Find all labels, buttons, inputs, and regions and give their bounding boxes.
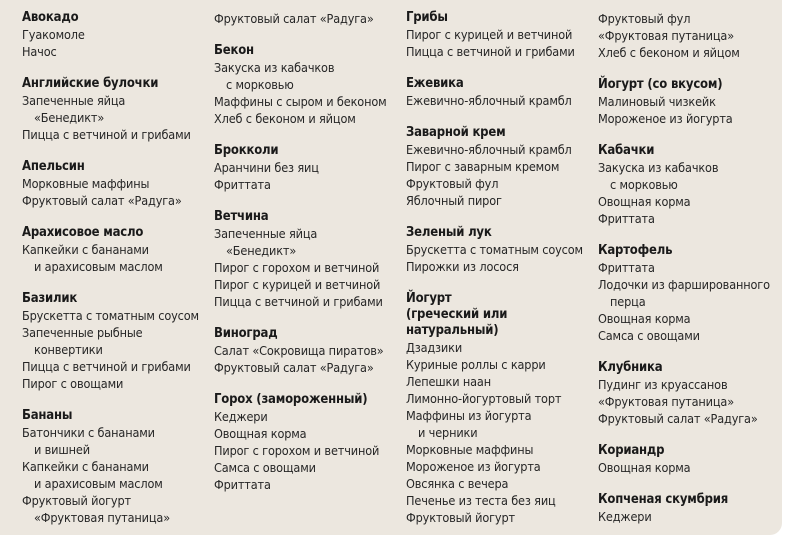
- ingredient-heading-line: Авокадо: [22, 10, 79, 25]
- recipe-item-line: Пирог с горохом и ветчиной: [214, 260, 380, 275]
- ingredient-heading: [598, 143, 780, 159]
- recipe-item-line: Фриттата: [598, 211, 655, 226]
- index-column-1: [22, 10, 208, 535]
- recipe-item: [406, 339, 592, 356]
- recipe-item: [598, 276, 780, 310]
- recipe-item: [214, 476, 400, 493]
- recipe-item: [22, 43, 208, 60]
- ingredient-heading: [22, 225, 208, 241]
- recipe-item-line: Овощная корма: [598, 311, 691, 326]
- recipe-item-line: Маффины из йогурта: [406, 408, 532, 423]
- recipe-item: [214, 276, 400, 293]
- index-entry: [214, 209, 400, 310]
- recipe-item-line: Фруктовый фул: [406, 176, 499, 191]
- ingredient-heading-line: (греческий или: [406, 307, 508, 322]
- recipe-item: [22, 424, 208, 458]
- ingredient-heading-line: Ежевика: [406, 76, 464, 91]
- recipe-item: [22, 324, 208, 358]
- recipe-item-line: Фруктовый салат «Радуга»: [214, 11, 374, 26]
- recipe-item: [214, 59, 400, 93]
- recipe-item-line: Пирог с овощами: [22, 376, 124, 391]
- recipe-item: [214, 342, 400, 359]
- ingredient-heading-line: Кориандр: [598, 443, 665, 458]
- recipe-item-line: Ежевично-яблочный крамбл: [406, 93, 572, 108]
- ingredient-heading: [406, 291, 592, 339]
- ingredient-heading-line: Апельсин: [22, 159, 85, 174]
- recipe-item-line: Лимонно-йогуртовый торт: [406, 391, 562, 406]
- index-column-4: [598, 10, 780, 535]
- recipe-item-line: Хлеб с беконом и яйцом: [214, 111, 356, 126]
- index-entry: [22, 225, 208, 275]
- recipe-item: [598, 27, 780, 44]
- ingredient-heading-line: Ветчина: [214, 209, 269, 224]
- recipe-item-line: «Фруктовая путаница»: [598, 394, 734, 409]
- ingredient-heading: [598, 492, 780, 508]
- recipe-item-line: Ежевично-яблочный крамбл: [406, 142, 572, 157]
- recipe-item: [22, 307, 208, 324]
- ingredient-heading: [214, 209, 400, 225]
- index-entry: [22, 159, 208, 209]
- index-entry: [598, 143, 780, 227]
- recipe-item: [406, 141, 592, 158]
- recipe-item-line: Капкейки с бананами: [22, 459, 149, 474]
- recipe-item: [214, 359, 400, 376]
- recipe-item-line: Пицца с ветчиной и грибами: [406, 44, 575, 59]
- recipe-item: [406, 175, 592, 192]
- ingredient-heading-line: Йогурт (со вкусом): [598, 77, 723, 92]
- ingredient-heading-line: Картофель: [598, 243, 673, 258]
- recipe-item-line: Пирог с заварным кремом: [406, 159, 560, 174]
- recipe-item-continuation: и арахисовым маслом: [34, 259, 163, 274]
- ingredient-heading: [22, 76, 208, 92]
- recipe-item: [598, 376, 780, 393]
- recipe-item-line: Морковные маффины: [22, 176, 150, 191]
- index-entry: [406, 10, 592, 60]
- recipe-item: [406, 192, 592, 209]
- recipe-item-line: Лодочки из фаршированного: [598, 277, 770, 292]
- recipe-item-line: Фруктовый йогурт: [406, 510, 515, 525]
- recipe-item-line: Пирожки из лосося: [406, 259, 519, 274]
- recipe-item-continuation: конвертики: [34, 342, 103, 357]
- recipe-item: [406, 43, 592, 60]
- ingredient-heading: [214, 326, 400, 342]
- recipe-item-line: Пирог с курицей и ветчиной: [406, 27, 573, 42]
- recipe-item: [214, 425, 400, 442]
- recipe-item-line: Мороженое из йогурта: [598, 111, 733, 126]
- ingredient-heading-line: Йогурт: [406, 291, 452, 306]
- recipe-item-continuation: «Бенедикт»: [226, 243, 297, 258]
- recipe-item: [406, 509, 592, 526]
- index-entry: [214, 326, 400, 376]
- recipe-item-line: Батончики с бананами: [22, 425, 155, 440]
- recipe-item: [214, 459, 400, 476]
- ingredient-heading-line: Виноград: [214, 326, 278, 341]
- index-entry: [406, 225, 592, 275]
- recipe-item-line: Закуска из кабачков: [598, 160, 719, 175]
- recipe-item: [598, 310, 780, 327]
- recipe-item: [214, 225, 400, 259]
- index-entry: [22, 10, 208, 60]
- recipe-item-continuation: и арахисовым маслом: [34, 476, 163, 491]
- recipe-item-continuation: и вишней: [34, 442, 90, 457]
- ingredient-heading: [598, 360, 780, 376]
- index-entry: [406, 76, 592, 109]
- recipe-item-line: Овсянка с вечера: [406, 476, 509, 491]
- ingredient-heading-line: Брокколи: [214, 143, 279, 158]
- ingredient-heading: [598, 243, 780, 259]
- recipe-item: [598, 159, 780, 193]
- ingredient-heading: [214, 392, 400, 408]
- recipe-item: [406, 373, 592, 390]
- recipe-item: [598, 93, 780, 110]
- recipe-item: [406, 390, 592, 407]
- ingredient-heading: [406, 76, 592, 92]
- recipe-item: [406, 158, 592, 175]
- recipe-item: [214, 159, 400, 176]
- recipe-item: [214, 442, 400, 459]
- recipe-item: [214, 93, 400, 110]
- recipe-item: [598, 193, 780, 210]
- ingredient-heading-line: Грибы: [406, 10, 448, 25]
- recipe-item-line: Фриттата: [214, 177, 271, 192]
- recipe-item-line: Фруктовый йогурт: [22, 493, 131, 508]
- recipe-item-line: Овощная корма: [214, 426, 307, 441]
- recipe-item: [406, 475, 592, 492]
- index-entry: [406, 125, 592, 209]
- recipe-item: [214, 176, 400, 193]
- recipe-item: [406, 241, 592, 258]
- recipe-item: [598, 259, 780, 276]
- index-entry: [598, 243, 780, 344]
- recipe-item: [598, 327, 780, 344]
- ingredient-heading-line: Зеленый лук: [406, 225, 492, 240]
- index-entry: [598, 443, 780, 476]
- recipe-item: [214, 259, 400, 276]
- recipe-item-continuation: перца: [610, 294, 646, 309]
- recipe-item: [22, 241, 208, 275]
- ingredient-heading: [406, 225, 592, 241]
- recipe-item-line: Малиновый чизкейк: [598, 94, 716, 109]
- recipe-item: [598, 410, 780, 427]
- index-entry: [214, 10, 400, 27]
- recipe-item: [598, 210, 780, 227]
- recipe-item-line: Пирог с горохом и ветчиной: [214, 443, 380, 458]
- index-column-2: [214, 10, 400, 509]
- recipe-item: [406, 492, 592, 509]
- index-column-3: [406, 10, 592, 535]
- ingredient-heading-line: Бананы: [22, 408, 73, 423]
- recipe-item: [406, 441, 592, 458]
- ingredient-heading: [22, 408, 208, 424]
- recipe-item-line: Куриные роллы с карри: [406, 357, 546, 372]
- index-entry: [22, 408, 208, 526]
- recipe-item-line: Самса с овощами: [214, 460, 316, 475]
- index-entry: [598, 10, 780, 61]
- ingredient-heading-line: Копченая скумбрия: [598, 492, 729, 507]
- recipe-item-line: Фруктовый салат «Радуга»: [22, 193, 182, 208]
- recipe-item-continuation: «Бенедикт»: [34, 110, 105, 125]
- recipe-item-line: Салат «Сокровища пиратов»: [214, 343, 384, 358]
- recipe-item: [598, 393, 780, 410]
- recipe-item-line: Фруктовый салат «Радуга»: [598, 411, 758, 426]
- recipe-item: [598, 508, 780, 525]
- recipe-item: [22, 26, 208, 43]
- recipe-item: [598, 10, 780, 27]
- index-entry: [598, 77, 780, 127]
- recipe-item-line: Кеджери: [598, 509, 652, 524]
- recipe-item-line: Пирог с курицей и ветчиной: [214, 277, 381, 292]
- recipe-item-line: Морковные маффины: [406, 442, 534, 457]
- recipe-item-continuation: с морковью: [226, 77, 294, 92]
- recipe-item: [22, 126, 208, 143]
- recipe-item-line: Пицца с ветчиной и грибами: [22, 359, 191, 374]
- recipe-item-line: Пудинг из круассанов: [598, 377, 728, 392]
- index-entry: [598, 360, 780, 427]
- recipe-item: [22, 192, 208, 209]
- recipe-item-line: Фруктовый салат «Радуга»: [214, 360, 374, 375]
- index-entry: [214, 143, 400, 193]
- ingredient-heading-line: Базилик: [22, 291, 78, 306]
- recipe-item-line: Начос: [22, 44, 57, 59]
- ingredient-heading: [406, 125, 592, 141]
- recipe-item-line: Лепешки наан: [406, 374, 491, 389]
- recipe-item-line: Фруктовый фул: [598, 11, 691, 26]
- ingredient-heading: [598, 443, 780, 459]
- recipe-item: [214, 110, 400, 127]
- recipe-item-continuation: и черники: [418, 425, 478, 440]
- recipe-item-line: «Фруктовая путаница»: [598, 28, 734, 43]
- recipe-item-line: Овощная корма: [598, 460, 691, 475]
- recipe-item-line: Маффины с сыром и беконом: [214, 94, 387, 109]
- recipe-item-line: Гуакомоле: [22, 27, 85, 42]
- recipe-item-line: Пицца с ветчиной и грибами: [22, 127, 191, 142]
- recipe-item-line: Овощная корма: [598, 194, 691, 209]
- recipe-item-line: Кеджери: [214, 409, 268, 424]
- recipe-item: [22, 375, 208, 392]
- recipe-item: [22, 175, 208, 192]
- recipe-item: [598, 110, 780, 127]
- index-entry: [214, 43, 400, 127]
- ingredient-heading: [214, 143, 400, 159]
- recipe-item: [214, 10, 400, 27]
- ingredient-heading-line: натуральный): [406, 323, 499, 338]
- recipe-item-line: Дзадзики: [406, 340, 463, 355]
- recipe-item-line: Закуска из кабачков: [214, 60, 335, 75]
- recipe-item: [22, 92, 208, 126]
- ingredient-heading-line: Кабачки: [598, 143, 655, 158]
- recipe-item-line: Брускетта с томатным соусом: [406, 242, 583, 257]
- recipe-item: [406, 258, 592, 275]
- recipe-item: [598, 459, 780, 476]
- recipe-item-line: Брускетта с томатным соусом: [22, 308, 199, 323]
- recipe-item: [406, 458, 592, 475]
- index-entry: [598, 492, 780, 525]
- ingredient-heading: [406, 10, 592, 26]
- recipe-item-line: Самса с овощами: [598, 328, 700, 343]
- recipe-item: [598, 44, 780, 61]
- recipe-item-line: Аранчини без яиц: [214, 160, 319, 175]
- ingredient-heading-line: Арахисовое масло: [22, 225, 144, 240]
- recipe-item-line: Капкейки с бананами: [22, 242, 149, 257]
- recipe-item: [22, 458, 208, 492]
- ingredient-heading-line: Бекон: [214, 43, 254, 58]
- ingredient-heading: [22, 10, 208, 26]
- ingredient-heading: [214, 43, 400, 59]
- recipe-item-continuation: с морковью: [610, 177, 678, 192]
- index-entry: [22, 76, 208, 143]
- recipe-item: [214, 408, 400, 425]
- index-entry: [214, 392, 400, 493]
- recipe-item-line: Запеченные яйца: [214, 226, 318, 241]
- recipe-item-line: Фриттата: [598, 260, 655, 275]
- recipe-item: [406, 356, 592, 373]
- recipe-item-line: Мороженое из йогурта: [406, 459, 541, 474]
- recipe-item-line: Яблочный пирог: [406, 193, 502, 208]
- recipe-item: [406, 26, 592, 43]
- recipe-item: [22, 358, 208, 375]
- ingredient-heading-line: Горох (замороженный): [214, 392, 368, 407]
- ingredient-heading: [598, 77, 780, 93]
- index-entry: [406, 291, 592, 526]
- recipe-item-line: Хлеб с беконом и яйцом: [598, 45, 740, 60]
- recipe-item: [214, 293, 400, 310]
- recipe-item-line: Пицца с ветчиной и грибами: [214, 294, 383, 309]
- recipe-item: [406, 407, 592, 441]
- recipe-item-line: Печенье из теста без яиц: [406, 493, 556, 508]
- ingredient-heading-line: Клубника: [598, 360, 663, 375]
- recipe-item-line: Запеченные яйца: [22, 93, 126, 108]
- recipe-item-line: Запеченные рыбные: [22, 325, 143, 340]
- index-entry: [22, 291, 208, 392]
- recipe-item-continuation: «Фруктовая путаница»: [34, 510, 170, 525]
- recipe-item: [22, 492, 208, 526]
- recipe-item-line: Фриттата: [214, 477, 271, 492]
- recipe-item: [406, 92, 592, 109]
- ingredient-heading: [22, 291, 208, 307]
- ingredient-heading-line: Английские булочки: [22, 76, 159, 91]
- ingredient-heading: [22, 159, 208, 175]
- ingredient-heading-line: Заварной крем: [406, 125, 506, 140]
